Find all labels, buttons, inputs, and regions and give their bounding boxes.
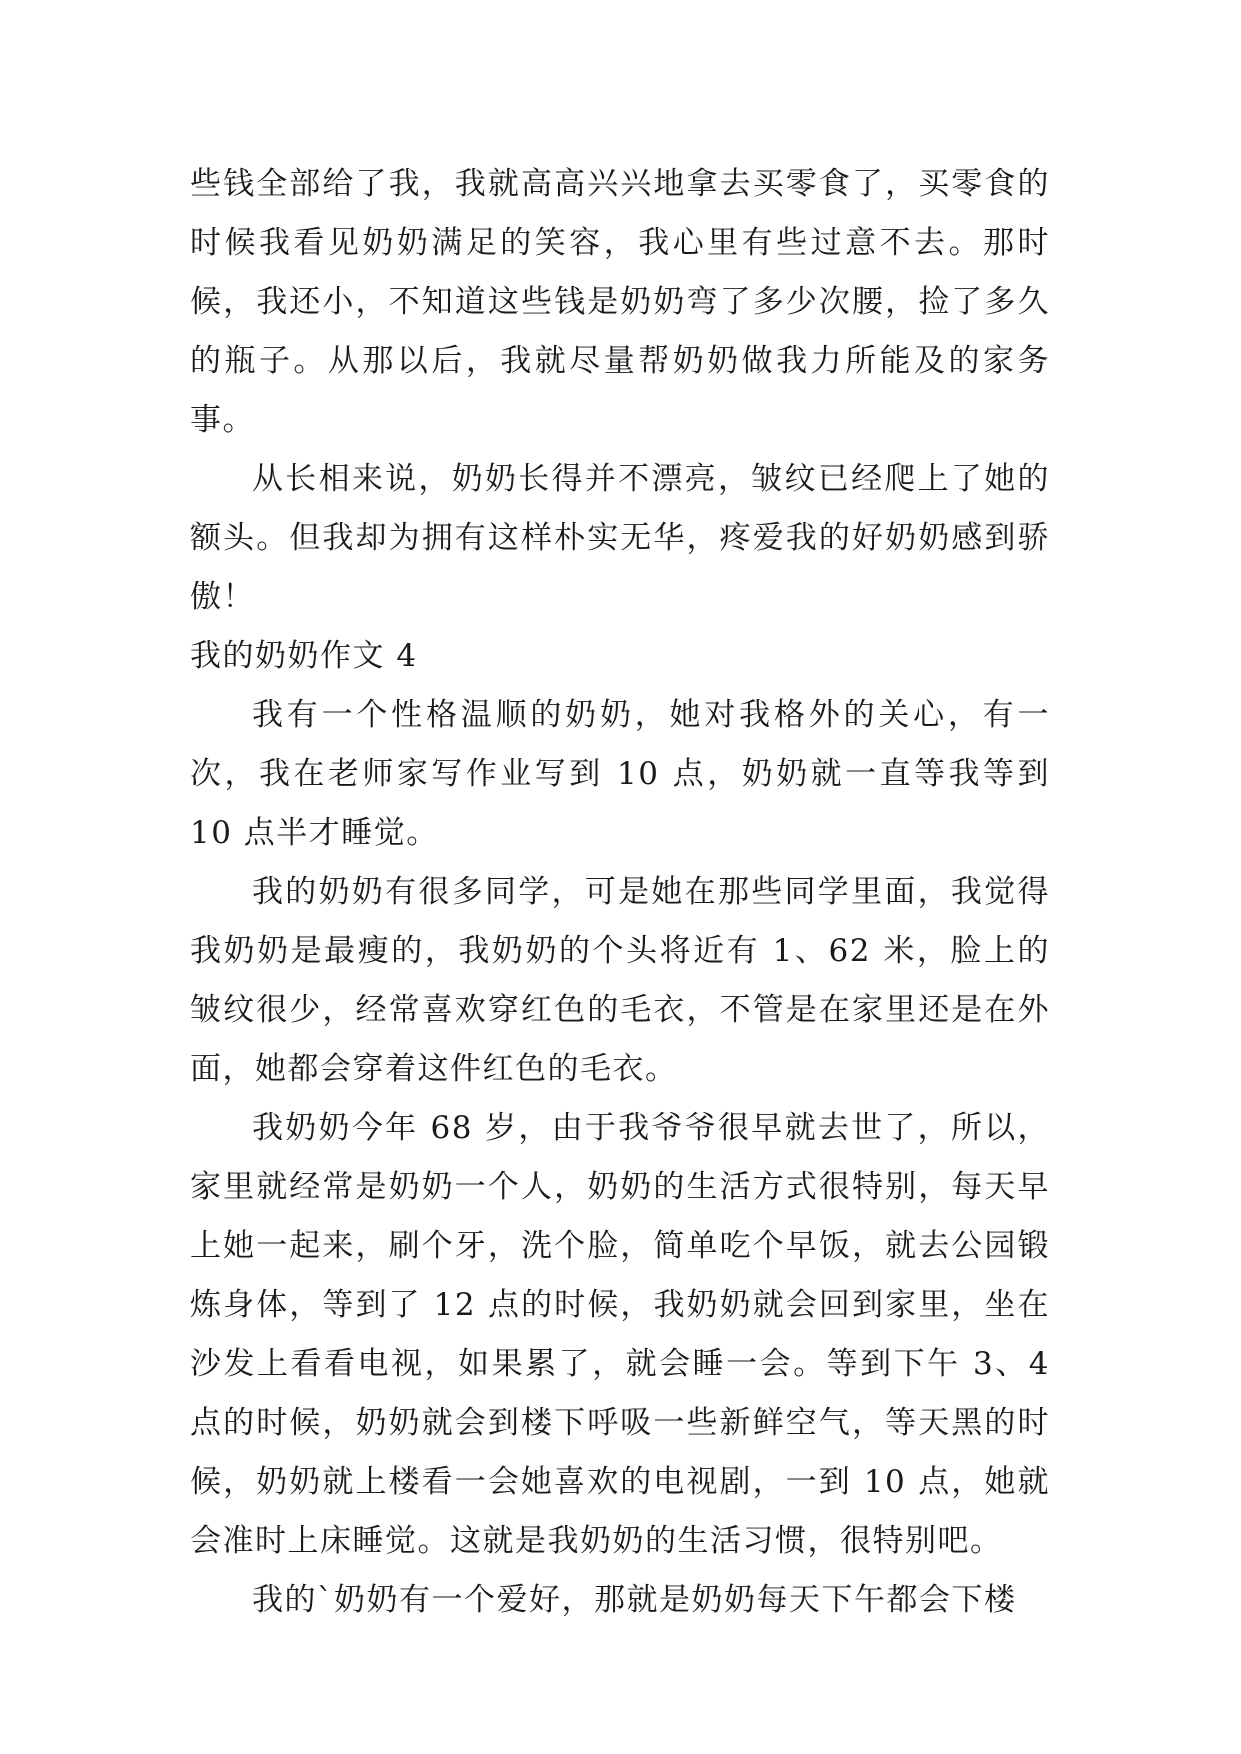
paragraph: 我奶奶今年 68 岁，由于我爷爷很早就去世了，所以，家里就经常是奶奶一个人，奶奶的生活方式很特别，每天早上她一起来，刷个牙，洗个脸，简单吃个早饭，就去公园锻炼身体，等到了 12 点的时候，我奶奶就会回到家里，坐在沙发上看看电视，如果累了，就会睡一会。等到下午 3、4 点的时候，奶奶就会到楼下呼吸一些新鲜空气，等天黑的时候，奶奶就上楼看一会她喜欢的电视剧，一到 10 点，她就会准时上床睡觉。这就是我奶奶的生活习惯，很特别吧。 [190, 1110, 1050, 1559]
section-heading: 我的奶奶作文 4 [190, 638, 418, 674]
document-body [190, 155, 1050, 1630]
paragraph: 我的奶奶有很多同学，可是她在那些同学里面，我觉得我奶奶是最瘦的，我奶奶的个头将近有 1、62 米，脸上的皱纹很少，经常喜欢穿红色的毛衣，不管是在家里还是在外面，她都会穿着这件红色的毛衣。 [190, 874, 1050, 1087]
paragraph: 我有一个性格温顺的奶奶，她对我格外的关心，有一次，我在老师家写作业写到 10 点，奶奶就一直等我等到 10 点半才睡觉。 [190, 697, 1050, 851]
paragraph-continued: 些钱全部给了我，我就高高兴兴地拿去买零食了，买零食的时候我看见奶奶满足的笑容，我心里有些过意不去。那时候，我还小，不知道这些钱是奶奶弯了多少次腰，捡了多久的瓶子。从那以后，我就尽量帮奶奶做我力所能及的家务事。 [190, 166, 1050, 438]
paragraph: 我的`奶奶有一个爱好，那就是奶奶每天下午都会下楼 [252, 1582, 1017, 1618]
paragraph: 从长相来说，奶奶长得并不漂亮，皱纹已经爬上了她的额头。但我却为拥有这样朴实无华，疼爱我的好奶奶感到骄傲！ [190, 461, 1050, 615]
